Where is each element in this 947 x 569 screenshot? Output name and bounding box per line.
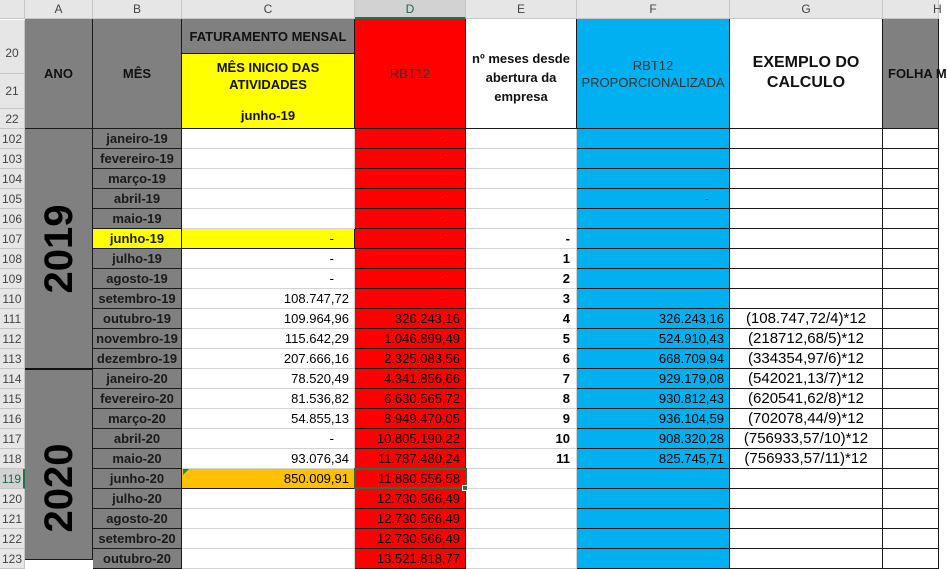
rbt12-proporcionalizada-cell[interactable]: 825.745,71 xyxy=(577,449,730,469)
rbt12-cell[interactable]: 12.730.566,49 xyxy=(355,529,466,549)
meses-cell[interactable] xyxy=(466,509,577,529)
faturamento-cell[interactable]: 850.009,91 xyxy=(182,469,355,489)
exemplo-calculo-cell[interactable] xyxy=(730,269,883,289)
row-header[interactable]: 115 xyxy=(0,389,25,409)
faturamento-cell[interactable] xyxy=(182,549,355,569)
folha-cell[interactable] xyxy=(883,209,939,229)
row-header[interactable]: 105 xyxy=(0,189,25,209)
meses-cell[interactable]: 8 xyxy=(466,389,577,409)
row-header-21[interactable]: 21 xyxy=(0,74,25,109)
folha-cell[interactable] xyxy=(883,509,939,529)
rbt12-proporcionalizada-cell[interactable] xyxy=(577,549,730,569)
rbt12-proporcionalizada-cell[interactable]: 326.243,16 xyxy=(577,309,730,329)
folha-cell[interactable] xyxy=(883,269,939,289)
row-header[interactable]: 114 xyxy=(0,369,25,389)
exemplo-calculo-cell[interactable] xyxy=(730,529,883,549)
header-mes: MÊS xyxy=(93,19,182,129)
rbt12-proporcionalizada-cell[interactable] xyxy=(577,129,730,149)
faturamento-cell[interactable]: - xyxy=(182,249,355,269)
faturamento-cell[interactable]: 115.642,29 xyxy=(182,329,355,349)
month-cell[interactable]: janeiro-19 xyxy=(93,129,182,149)
row-header[interactable]: 116 xyxy=(0,409,25,429)
meses-cell[interactable] xyxy=(466,189,577,209)
month-cell[interactable]: junho-20 xyxy=(93,469,182,489)
exemplo-calculo-cell[interactable] xyxy=(730,289,883,309)
rbt12-cell[interactable]: 11.880.556,58 xyxy=(355,469,466,489)
header-folha: FOLHA M xyxy=(883,19,939,129)
rbt12-cell[interactable]: - xyxy=(355,249,466,269)
month-cell[interactable]: julho-19 xyxy=(93,249,182,269)
header-mes-inicio-value: junho-19 xyxy=(240,108,296,123)
folha-cell[interactable] xyxy=(883,549,939,569)
exemplo-calculo-cell[interactable] xyxy=(730,489,883,509)
year-label-2019: 2019 xyxy=(37,204,81,294)
meses-cell[interactable]: 10 xyxy=(466,429,577,449)
row-header[interactable]: 108 xyxy=(0,249,25,269)
exemplo-calculo-cell[interactable] xyxy=(730,469,883,489)
faturamento-cell[interactable] xyxy=(182,169,355,189)
month-cell[interactable]: novembro-19 xyxy=(93,329,182,349)
rbt12-cell[interactable]: - xyxy=(355,229,466,249)
meses-cell[interactable] xyxy=(466,549,577,569)
faturamento-cell[interactable] xyxy=(182,129,355,149)
rbt12-proporcionalizada-cell[interactable]: 908.320,28 xyxy=(577,429,730,449)
rbt12-proporcionalizada-cell[interactable] xyxy=(577,509,730,529)
rbt12-proporcionalizada-cell[interactable] xyxy=(577,209,730,229)
rbt12-cell[interactable]: 10.805.190,22 xyxy=(355,429,466,449)
meses-cell[interactable] xyxy=(466,469,577,489)
month-cell[interactable]: julho-20 xyxy=(93,489,182,509)
meses-cell[interactable]: - xyxy=(466,229,577,249)
rbt12-proporcionalizada-cell[interactable] xyxy=(577,169,730,189)
rbt12-cell[interactable]: 11.787.480,24 xyxy=(355,449,466,469)
folha-cell[interactable] xyxy=(883,329,939,349)
rbt12-cell[interactable]: 4.341.856,66 xyxy=(355,369,466,389)
rbt12-proporcionalizada-cell[interactable]: 668.709,94 xyxy=(577,349,730,369)
rbt12-proporcionalizada-cell[interactable] xyxy=(577,489,730,509)
row-header[interactable]: 122 xyxy=(0,529,25,549)
meses-cell[interactable]: 11 xyxy=(466,449,577,469)
rbt12-cell[interactable]: - xyxy=(355,189,466,209)
month-cell[interactable]: outubro-20 xyxy=(93,549,182,569)
exemplo-calculo-cell[interactable] xyxy=(730,169,883,189)
meses-cell[interactable] xyxy=(466,129,577,149)
error-indicator-icon xyxy=(183,469,189,475)
column-header-c[interactable]: C xyxy=(182,0,355,19)
folha-cell[interactable] xyxy=(883,449,939,469)
rbt12-proporcionalizada-cell[interactable] xyxy=(577,289,730,309)
folha-cell[interactable] xyxy=(883,409,939,429)
row-header[interactable]: 106 xyxy=(0,209,25,229)
exemplo-calculo-cell[interactable] xyxy=(730,189,883,209)
header-rbt12: RBT12 xyxy=(355,19,466,129)
rbt12-cell[interactable]: - xyxy=(355,129,466,149)
corner-select-all[interactable] xyxy=(0,0,25,19)
exemplo-calculo-cell[interactable] xyxy=(730,129,883,149)
faturamento-cell[interactable]: 109.964,96 xyxy=(182,309,355,329)
month-cell[interactable]: abril-19 xyxy=(93,189,182,209)
meses-cell[interactable] xyxy=(466,209,577,229)
rbt12-cell[interactable]: 6.630.565,72 xyxy=(355,389,466,409)
header-faturamento-mensal: FATURAMENTO MENSAL xyxy=(182,19,355,54)
header-mes-inicio xyxy=(182,54,355,129)
meses-cell[interactable]: 3 xyxy=(466,289,577,309)
meses-cell[interactable]: 6 xyxy=(466,349,577,369)
month-cell[interactable]: agosto-20 xyxy=(93,509,182,529)
exemplo-calculo-cell[interactable]: (620541,62/8)*12 xyxy=(730,389,883,409)
rbt12-cell[interactable]: - xyxy=(355,269,466,289)
rbt12-cell[interactable]: 326.243,16 xyxy=(355,309,466,329)
faturamento-cell[interactable]: 108.747,72 xyxy=(182,289,355,309)
faturamento-cell[interactable]: 81.536,82 xyxy=(182,389,355,409)
exemplo-calculo-cell[interactable]: (334354,97/6)*12 xyxy=(730,349,883,369)
row-header[interactable]: 107 xyxy=(0,229,25,249)
rbt12-cell[interactable]: - xyxy=(355,169,466,189)
rbt12-proporcionalizada-cell[interactable] xyxy=(577,149,730,169)
folha-cell[interactable] xyxy=(883,309,939,329)
month-cell[interactable]: janeiro-20 xyxy=(93,369,182,389)
folha-cell[interactable] xyxy=(883,349,939,369)
exemplo-calculo-cell[interactable]: (542021,13/7)*12 xyxy=(730,369,883,389)
exemplo-calculo-cell[interactable] xyxy=(730,549,883,569)
column-header-a[interactable]: A xyxy=(25,0,93,19)
exemplo-calculo-cell[interactable] xyxy=(730,249,883,269)
header-rbt12-proporcionalizada: RBT12 PROPORCIONALIZADA xyxy=(577,19,730,129)
faturamento-cell[interactable]: 207.666,16 xyxy=(182,349,355,369)
rbt12-proporcionalizada-cell[interactable]: - xyxy=(577,189,730,209)
meses-cell[interactable]: 1 xyxy=(466,249,577,269)
row-header[interactable]: 111 xyxy=(0,309,25,329)
rbt12-cell[interactable]: - xyxy=(355,289,466,309)
exemplo-calculo-cell[interactable]: (218712,68/5)*12 xyxy=(730,329,883,349)
folha-cell[interactable] xyxy=(883,389,939,409)
row-header[interactable]: 103 xyxy=(0,149,25,169)
header-exemplo-calculo: EXEMPLO DO CALCULO xyxy=(730,19,883,129)
folha-cell[interactable] xyxy=(883,129,939,149)
row-header[interactable]: 102 xyxy=(0,129,25,149)
header-meses-abertura: nº meses desde abertura da empresa xyxy=(466,19,577,129)
row-header[interactable]: 112 xyxy=(0,329,25,349)
row-header[interactable]: 121 xyxy=(0,509,25,529)
rbt12-cell[interactable]: 8.949.470,05 xyxy=(355,409,466,429)
meses-cell[interactable] xyxy=(466,149,577,169)
rbt12-cell[interactable]: 2.325.083,56 xyxy=(355,349,466,369)
row-header[interactable]: 120 xyxy=(0,489,25,509)
rbt12-proporcionalizada-cell[interactable] xyxy=(577,529,730,549)
exemplo-calculo-cell[interactable]: (702078,44/9)*12 xyxy=(730,409,883,429)
rbt12-proporcionalizada-cell[interactable] xyxy=(577,469,730,489)
month-cell[interactable]: maio-19 xyxy=(93,209,182,229)
exemplo-calculo-cell[interactable]: (108.747,72/4)*12 xyxy=(730,309,883,329)
rbt12-proporcionalizada-cell[interactable]: 936.104,59 xyxy=(577,409,730,429)
faturamento-cell[interactable]: 78.520,49 xyxy=(182,369,355,389)
month-cell[interactable]: março-20 xyxy=(93,409,182,429)
header-ano: ANO xyxy=(25,19,93,129)
folha-cell[interactable] xyxy=(883,469,939,489)
exemplo-calculo-cell[interactable] xyxy=(730,229,883,249)
column-header-h[interactable]: H xyxy=(883,0,939,19)
header-mes-inicio-label: MÊS INICIO DAS ATIVIDADES xyxy=(216,60,320,92)
column-header-b[interactable]: B xyxy=(93,0,182,19)
meses-cell[interactable] xyxy=(466,529,577,549)
faturamento-cell[interactable]: 93.076,34 xyxy=(182,449,355,469)
month-cell[interactable]: fevereiro-19 xyxy=(93,149,182,169)
rbt12-cell[interactable]: 12.730.566,49 xyxy=(355,509,466,529)
rbt12-cell[interactable]: - xyxy=(355,209,466,229)
row-header[interactable]: 113 xyxy=(0,349,25,369)
rbt12-proporcionalizada-cell[interactable]: 524.910,43 xyxy=(577,329,730,349)
month-cell[interactable]: outubro-19 xyxy=(93,309,182,329)
meses-cell[interactable]: 9 xyxy=(466,409,577,429)
rbt12-cell[interactable]: 12.730.566,49 xyxy=(355,489,466,509)
row-header[interactable]: 109 xyxy=(0,269,25,289)
faturamento-cell[interactable]: - xyxy=(182,429,355,449)
month-cell[interactable]: abril-20 xyxy=(93,429,182,449)
rbt12-proporcionalizada-cell[interactable] xyxy=(577,229,730,249)
meses-cell[interactable] xyxy=(466,169,577,189)
folha-cell[interactable] xyxy=(883,489,939,509)
folha-cell[interactable] xyxy=(883,369,939,389)
month-cell[interactable]: agosto-19 xyxy=(93,269,182,289)
meses-cell[interactable]: 2 xyxy=(466,269,577,289)
meses-cell[interactable]: 7 xyxy=(466,369,577,389)
row-header-22[interactable]: 22 xyxy=(0,109,25,129)
rbt12-proporcionalizada-cell[interactable] xyxy=(577,249,730,269)
folha-cell[interactable] xyxy=(883,189,939,209)
faturamento-cell[interactable]: - xyxy=(182,269,355,289)
faturamento-cell[interactable] xyxy=(182,489,355,509)
rbt12-cell[interactable]: - xyxy=(355,149,466,169)
row-header[interactable]: 119 xyxy=(0,469,25,489)
column-header-f[interactable]: F xyxy=(577,0,730,19)
year-label-2020: 2020 xyxy=(37,443,81,533)
month-cell[interactable]: março-19 xyxy=(93,169,182,189)
faturamento-cell[interactable] xyxy=(182,189,355,209)
row-header[interactable]: 117 xyxy=(0,429,25,449)
rbt12-proporcionalizada-cell[interactable]: 930.812,43 xyxy=(577,389,730,409)
row-header[interactable]: 123 xyxy=(0,549,25,569)
exemplo-calculo-cell[interactable]: (756933,57/10)*12 xyxy=(730,429,883,449)
folha-cell[interactable] xyxy=(883,249,939,269)
month-cell[interactable]: fevereiro-20 xyxy=(93,389,182,409)
faturamento-cell[interactable]: 54.855,13 xyxy=(182,409,355,429)
fill-handle[interactable] xyxy=(462,485,468,491)
month-cell[interactable]: maio-20 xyxy=(93,449,182,469)
faturamento-cell[interactable] xyxy=(182,509,355,529)
meses-cell[interactable]: 4 xyxy=(466,309,577,329)
folha-cell[interactable] xyxy=(883,529,939,549)
exemplo-calculo-cell[interactable] xyxy=(730,509,883,529)
folha-cell[interactable] xyxy=(883,149,939,169)
month-cell[interactable]: dezembro-19 xyxy=(93,349,182,369)
rbt12-proporcionalizada-cell[interactable] xyxy=(577,269,730,289)
row-header-20[interactable]: 20 xyxy=(0,20,25,74)
row-header[interactable]: 110 xyxy=(0,289,25,309)
faturamento-cell[interactable] xyxy=(182,149,355,169)
faturamento-cell[interactable]: - xyxy=(182,229,355,249)
faturamento-cell[interactable] xyxy=(182,209,355,229)
rbt12-cell[interactable]: 13.521.818,77 xyxy=(355,549,466,569)
column-header-d[interactable]: D xyxy=(355,0,466,19)
month-cell[interactable]: setembro-20 xyxy=(93,529,182,549)
folha-cell[interactable] xyxy=(883,229,939,249)
row-header[interactable]: 118 xyxy=(0,449,25,469)
month-cell[interactable]: junho-19 xyxy=(93,229,182,249)
meses-cell[interactable]: 5 xyxy=(466,329,577,349)
month-cell[interactable]: setembro-19 xyxy=(93,289,182,309)
folha-cell[interactable] xyxy=(883,289,939,309)
row-header[interactable]: 104 xyxy=(0,169,25,189)
folha-cell[interactable] xyxy=(883,169,939,189)
exemplo-calculo-cell[interactable] xyxy=(730,149,883,169)
exemplo-calculo-cell[interactable]: (756933,57/11)*12 xyxy=(730,449,883,469)
faturamento-cell[interactable] xyxy=(182,529,355,549)
exemplo-calculo-cell[interactable] xyxy=(730,209,883,229)
column-header-e[interactable]: E xyxy=(466,0,577,19)
folha-cell[interactable] xyxy=(883,429,939,449)
column-header-g[interactable]: G xyxy=(730,0,883,19)
rbt12-cell[interactable]: 1.046.899,49 xyxy=(355,329,466,349)
rbt12-proporcionalizada-cell[interactable]: 929.179,08 xyxy=(577,369,730,389)
meses-cell[interactable] xyxy=(466,489,577,509)
